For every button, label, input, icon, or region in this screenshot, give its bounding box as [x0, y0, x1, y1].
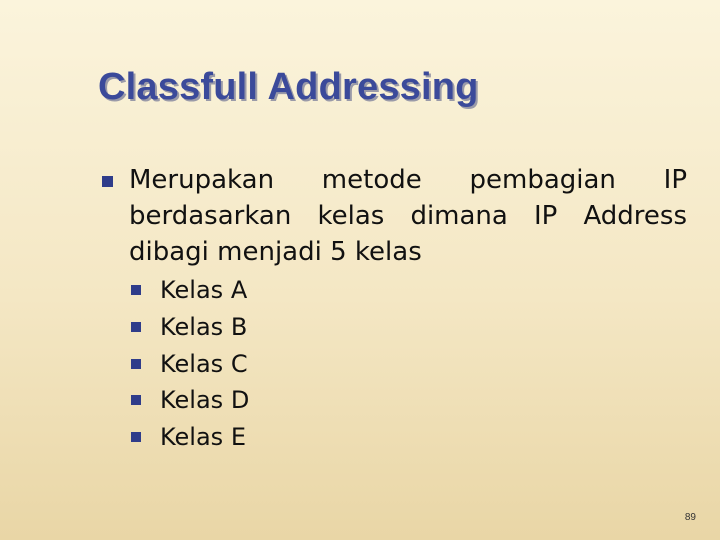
slide-title: Classfull Addressing [98, 66, 479, 108]
page-number: 89 [684, 512, 696, 523]
square-bullet-icon [131, 322, 141, 332]
sub-bullet-item [131, 382, 249, 419]
square-bullet-icon [102, 176, 113, 187]
sub-bullet-label: Kelas E [160, 423, 246, 452]
square-bullet-icon [131, 395, 141, 405]
main-bullet-text: Merupakan metode pembagian IP berdasarkan kelas dimana IP Address dibagi menjadi 5 kelas [129, 165, 687, 267]
square-bullet-icon [131, 285, 141, 295]
sub-bullet-list [131, 272, 249, 455]
sub-bullet-label: Kelas D [160, 386, 250, 415]
sub-bullet-item [131, 309, 249, 346]
sub-bullet-item [131, 419, 249, 456]
sub-bullet-label: Kelas C [160, 349, 248, 378]
sub-bullet-item [131, 345, 249, 382]
square-bullet-icon [131, 359, 141, 369]
sub-bullet-item [131, 272, 249, 309]
sub-bullet-label: Kelas B [160, 313, 248, 342]
square-bullet-icon [131, 432, 141, 442]
sub-bullet-label: Kelas A [160, 276, 248, 305]
